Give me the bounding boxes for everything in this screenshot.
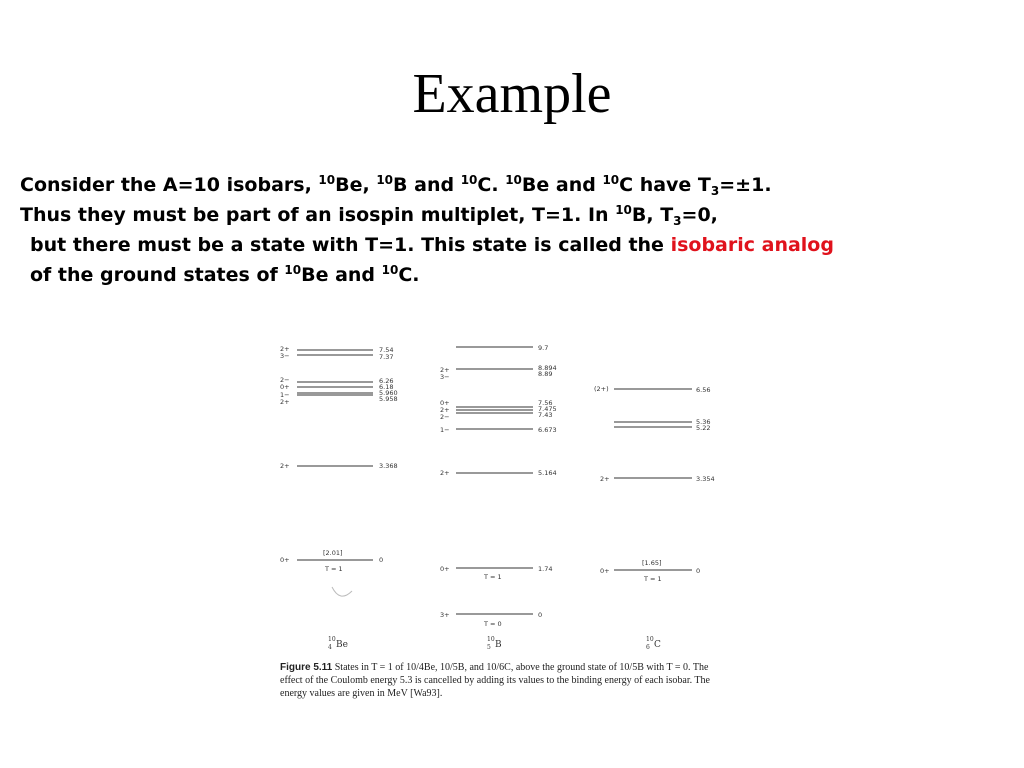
slide-body: [20, 170, 1020, 290]
energy-label: 3.354: [696, 475, 715, 483]
energy-label: 0: [696, 567, 701, 575]
nuclide-mass: 10: [646, 636, 654, 643]
energy-label: 5.36: [696, 418, 711, 426]
energy-label: 0: [379, 556, 384, 564]
coulomb-bracket: [1.65]: [642, 559, 662, 567]
spin-label: 2+: [440, 406, 450, 414]
spin-label: 0+: [280, 383, 290, 391]
energy-label: 7.43: [538, 411, 553, 419]
slide-title: Example: [412, 63, 612, 125]
spin-label: 2−: [440, 413, 450, 421]
text-line-1: Consider the A=10 isobars, $^{10}$Be, $^{10}$B and $^{10}$C. $^{10}$Be and $^{10}$C have $T_3=\pm 1$.: [20, 173, 772, 198]
spin-label: 3−: [280, 352, 290, 360]
spin-label: 2−: [280, 376, 290, 384]
spin-label: 2+: [440, 366, 450, 374]
spin-label: 2+: [440, 469, 450, 477]
energy-label: 6.18: [379, 383, 394, 391]
spin-label: 1−: [280, 391, 290, 399]
energy-label: 7.56: [538, 399, 553, 407]
energy-label: 5.960: [379, 389, 398, 397]
caption-text: States in T = 1 of 10/4Be, 10/5B, and 10/6C, above the ground state of 10/5B with T = 0. The effect of the Coulomb energy 5.3 is cancelled by adding its values to the binding energy of each isobar. The energy values are given in MeV [Wa93].: [280, 662, 710, 699]
spin-label: 2+: [280, 398, 290, 406]
spin-label: 0+: [600, 567, 610, 575]
nuclide-z: 6: [646, 644, 650, 651]
energy-label: 9.7: [538, 344, 549, 352]
nuclide-symbol-c: C: [654, 640, 661, 650]
level-diagram-figure: [270, 325, 750, 720]
nuclide-z: 4: [328, 644, 332, 651]
energy-label: 6.56: [696, 386, 711, 394]
energy-label: 5.958: [379, 395, 398, 403]
isospin-label: T = 0: [484, 620, 502, 628]
spin-label: 1−: [440, 426, 450, 434]
isobaric-analog-highlight: isobaric analog: [670, 234, 834, 256]
caption-label: Figure 5.11: [280, 662, 333, 673]
nuclide-mass: 10: [328, 636, 336, 643]
isospin-label: T = 1: [644, 575, 662, 583]
energy-label: 7.54: [379, 346, 394, 354]
isospin-label: T = 1: [484, 573, 502, 581]
spin-label: 2+: [600, 475, 610, 483]
energy-label: 5.164: [538, 469, 557, 477]
spin-label: (2+): [594, 385, 609, 393]
energy-label: 8.894: [538, 364, 557, 372]
text-line-4: of the ground states of $^{10}$Be and $^{10}$C.: [30, 263, 420, 286]
spin-label: 2+: [280, 462, 290, 470]
isospin-label: T = 1: [325, 565, 343, 573]
nuclide-symbol-be: Be: [336, 640, 348, 650]
energy-label: 7.37: [379, 353, 394, 361]
text-line-3: but there must be a state with T=1. This state is called the isobaric analog: [30, 234, 834, 256]
nuclide-mass: 10: [487, 636, 495, 643]
pencil-mark: [332, 587, 352, 596]
coulomb-bracket: [2.01]: [323, 549, 343, 557]
nuclide-symbol-b: B: [495, 640, 502, 650]
spin-label: 0+: [440, 399, 450, 407]
spin-label: 2+: [280, 345, 290, 353]
spin-label: 0+: [280, 556, 290, 564]
energy-label: 6.26: [379, 377, 394, 385]
figure-caption: [280, 661, 730, 700]
energy-label: 7.475: [538, 405, 557, 413]
nuclide-z: 5: [487, 644, 491, 651]
energy-level-diagram: [270, 325, 750, 655]
energy-label: 1.74: [538, 565, 553, 573]
energy-label: 8.89: [538, 370, 553, 378]
energy-label: 5.22: [696, 424, 711, 432]
energy-label: 3.368: [379, 462, 398, 470]
energy-label: 0: [538, 611, 543, 619]
text-line-2: Thus they must be part of an isospin multiplet, T=1. In $^{10}$B, $T_3=0$,: [20, 203, 718, 228]
energy-label: 6.673: [538, 426, 557, 434]
spin-label: 3+: [440, 611, 450, 619]
spin-label: 0+: [440, 565, 450, 573]
spin-label: 3−: [440, 373, 450, 381]
